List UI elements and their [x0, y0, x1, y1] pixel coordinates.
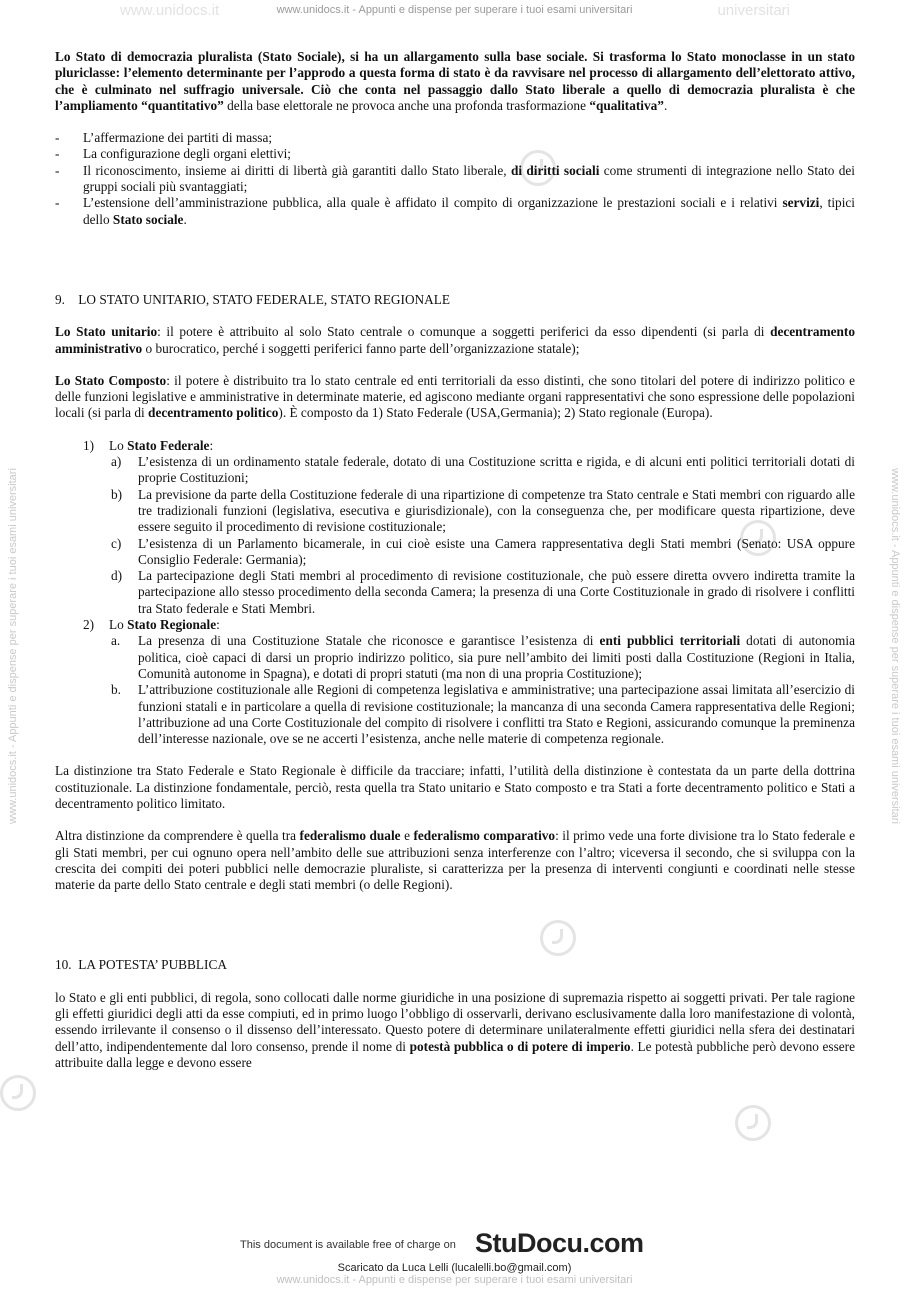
- section-10-heading: 10. LA POTESTA’ PUBBLICA: [55, 957, 227, 973]
- document-body: [55, 49, 855, 1071]
- distinzione-paragraph: La distinzione tra Stato Federale e Stato Regionale è difficile da tracciare; infatti, l’utilità della distinzione è contestata da un parte della dottrina costituzionale. La distinzione fondamentale, perciò, resta quella tra Stato unitario e Stato composto e tra Stati a forte decentramento politico e Stati a decentramento politico limitato.: [55, 763, 855, 811]
- unidocs-logo-icon: [735, 1105, 771, 1141]
- list-item: a. La presenza di una Costituzione Statale che riconosce e garantisce l’esistenza di enti pubblici territoriali dotati di autonomia politica, cioè capaci di darsi un proprio indirizzo politico, sia pure nell’ambito dei limiti posti dalla Costituzione (Regioni in Italia, Comunità autonome in Spagna), e dotati di propri statuti (ma non di una propria Costituzione);: [111, 633, 855, 681]
- list-item: b) La previsione da parte della Costituzione federale di una ripartizione di competenze tra Stato centrale e Stati membri con riguardo alle tre tradizionali funzioni (legislativa, esecutiva e giurisdizionale), con la conseguenza che, per modificare questa ripartizione, deve essere seguito il procedimento di revisione costituzionale;: [111, 486, 855, 535]
- federalismo-paragraph: Altra distinzione da comprendere è quella tra federalismo duale e federalismo comparativo: il primo vede una forte divisione tra lo Stato federale e gli Stati membri, per cui ognuno opera nell’ambito delle sue attribuzioni senza interferenze con l’altro; viceversa il secondo, che si sviluppa con la crescita dei compiti dei poteri pubblici nelle democrazie pluraliste, si caratterizza per la presenza di interventi congiunti e coordinati nelle stesse materie da parte dello Stato centrale e degli stati membri (o delle Regioni).: [55, 828, 855, 893]
- section-9-heading: 9. LO STATO UNITARIO, STATO FEDERALE, STATO REGIONALE: [55, 291, 451, 307]
- potesta-paragraph: lo Stato e gli enti pubblici, di regola, sono collocati dalle norme giuridiche in una posizione di supremazia rispetto ai soggetti privati. Per tale ragione gli effetti giuridici degli atti da esse compiuti, ed in primo luogo l’obbligo di osservarli, derivano esclusivamente dalla loro manifestazione di volontà, essendo irrilevante il consenso o il dissenso dell’interessato. Questo potere di determinare unilateralmente effetti giuridici nella sfera dei destinatari dell’atto, indipendentemente dal loro consenso, prende il nome di potestà pubblica o di potere di imperio. Le potestà pubbliche però devono essere attribuite dalla legge e devono essere: [55, 989, 855, 1070]
- list-item: - La configurazione degli organi elettivi;: [55, 146, 855, 162]
- studocu-logo[interactable]: StuDocu.com: [475, 1228, 644, 1258]
- ghost-watermark-right-text: universitari: [717, 2, 790, 19]
- list-item: - L’estensione dell’amministrazione pubblica, alla quale è affidato il compito di organizzazione le prestazioni sociali e i relativi servizi, tipici dello Stato sociale.: [55, 195, 855, 228]
- list-item: a) L’esistenza di un ordinamento statale federale, dotato di una Costituzione scritta e rigida, e di alcuni enti politici territoriali dotati di proprie Costituzioni;: [111, 454, 855, 486]
- watermark-bottom: www.unidocs.it - Appunti e dispense per superare i tuoi esami universitari: [276, 1274, 633, 1286]
- list-item: b. L’attribuzione costituzionale alle Regioni di competenza legislativa e amministrative; una partecipazione assai limitata all’esercizio di funzioni statali e in particolare a quella di revisione costituzionale; la mancanza di una seconda Camera rappresentativa delle Regioni; l’attribuzione ad una Corte Costituzionale del compito di risolvere i conflitti tra Stato e Regioni, assicurando comunque la preminenza dell’interesse nazionale, ove se ne accerti l’esistenza, anche nelle materie di competenza regionale.: [111, 682, 855, 747]
- intro-paragraph: Lo Stato di democrazia pluralista (Stato Sociale), si ha un allargamento sulla base sociale. Si trasforma lo Stato monoclasse in un stato pluriclasse: l’elemento determinante per l’approdo a questa forma di stato è da ravvisare nel processo di allargamento dell’elettorato attivo, che è culminato nel suffragio universale. Ciò che conta nel passaggio dallo Stato liberale a quello di democrazia pluralista è che l’ampliamento “quantitativo” della base elettorale ne provoca anche una profonda trasformazione “qualitativa”.: [55, 49, 855, 113]
- unidocs-logo-icon: [0, 1075, 36, 1111]
- list-item: - L’affermazione dei partiti di massa;: [55, 130, 855, 146]
- watermark-left: www.unidocs.it - Appunti e dispense per superare i tuoi esami universitari: [7, 468, 19, 824]
- list-item: d) La partecipazione degli Stati membri al procedimento di revisione costituzionale, che può essere diretta ovvero indiretta tramite la partecipazione allo stesso procedimento della seconda Camera; la presenza di una Corte Costituzionale in grado di risolvere i conflitti tra Stato federale e Stati Membri.: [111, 568, 855, 616]
- list-item: - Il riconoscimento, insieme ai diritti di libertà già garantiti dallo Stato liberale, di diritti sociali come strumenti di integrazione nello Stato dei gruppi sociali più svantaggiati;: [55, 163, 855, 196]
- watermark-top: www.unidocs.it - Appunti e dispense per superare i tuoi esami universitari: [276, 4, 633, 16]
- watermark-right: www.unidocs.it - Appunti e dispense per superare i tuoi esami universitari: [889, 468, 901, 824]
- ghost-watermark-left-text: www.unidocs.it: [120, 2, 220, 19]
- studocu-footer: [0, 1228, 909, 1262]
- footer-available-text: This document is available free of charge on: [240, 1239, 456, 1251]
- stato-composto-paragraph: Lo Stato Composto: il potere è distribuito tra lo stato centrale ed enti territoriali da esso distinti, che sono titolari del potere di indirizzo politico e delle funzioni legislative e amministrative in determinate materie, ed agiscono mediante organi rappresentativi che sono espressione delle popolazioni locali (si parla di decentramento politico). È composto da 1) Stato Federale (USA,Germania); 2) Stato regionale (Europa).: [55, 372, 855, 421]
- stato-federale-heading: 1) Lo Stato Federale:: [83, 437, 214, 453]
- stato-regionale-heading: 2) Lo Stato Regionale:: [83, 617, 220, 633]
- stato-unitario-paragraph: Lo Stato unitario: il potere è attribuito al solo Stato centrale o comunque a soggetti periferici da esso dipendenti (si parla di decentramento amministrativo o burocratico, perché i soggetti periferici fanno parte dell’organizzazione statale);: [55, 324, 855, 356]
- list-item: c) L’esistenza di un Parlamento bicamerale, in cui cioè esiste una Camera rappresentativa degli Stati membri (Senato: USA oppure Consiglio Federale: Germania);: [111, 535, 855, 567]
- intro-list: [55, 130, 855, 228]
- downloaded-by-text: Scaricato da Luca Lelli (lucalelli.bo@gmail.com): [337, 1262, 572, 1274]
